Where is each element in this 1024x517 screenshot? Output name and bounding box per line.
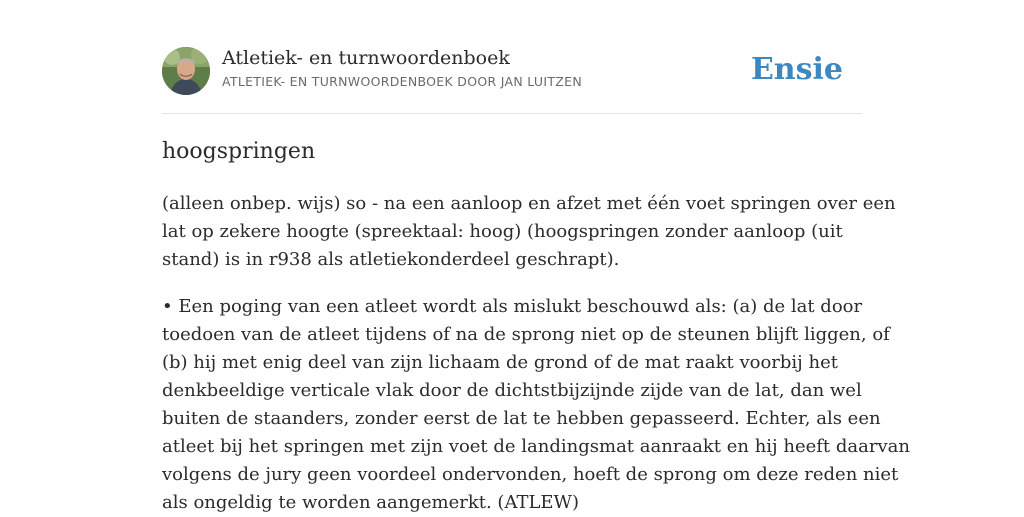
text-line: (b) hij met enig deel van zijn lichaam de grond of de mat raakt voorbij het [162,352,838,373]
avatar[interactable] [162,47,210,95]
definition-paragraph [162,190,896,274]
text-line: lat op zekere hoogte (spreektaal: hoog) (hoogspringen zonder aanloop (uit [162,221,843,242]
text-line: • Een poging van een atleet wordt als mislukt beschouwd als: (a) de lat door [162,296,863,317]
dictionary-header [162,46,862,96]
text-line: toedoen van de atleet tijdens of na de sprong niet op de steunen blijft liggen, of [162,324,890,345]
ensie-logo[interactable]: Ensie [750,52,843,87]
text-line: als ongeldig te worden aangemerkt. (ATLEW) [162,492,580,513]
dictionary-title[interactable]: Atletiek- en turnwoordenboek [222,47,510,69]
author-portrait-icon [162,47,210,95]
header-divider [162,113,862,114]
text-line: denkbeeldige verticale vlak door de dichtstbijzijnde zijde van de lat, dan wel [162,380,862,401]
text-line: atleet bij het springen met zijn voet de landingsmat aanraakt en hij heeft daarvan [162,436,910,457]
text-line: buiten de staanders, zonder eerst de lat te hebben gepasseerd. Echter, als een [162,408,881,429]
rule-paragraph [162,293,910,517]
text-line: volgens de jury geen voordeel ondervonden, hoeft de sprong om deze reden niet [162,464,899,485]
page-title: hoogspringen [162,139,316,164]
text-line: (alleen onbep. wijs) so - na een aanloop en afzet met één voet springen over een [162,193,896,214]
page [162,0,910,513]
text-line: stand) is in r938 als atletiekonderdeel geschrapt). [162,249,620,270]
dictionary-subtitle: ATLETIEK- EN TURNWOORDENBOEK DOOR JAN LUITZEN [222,74,582,89]
